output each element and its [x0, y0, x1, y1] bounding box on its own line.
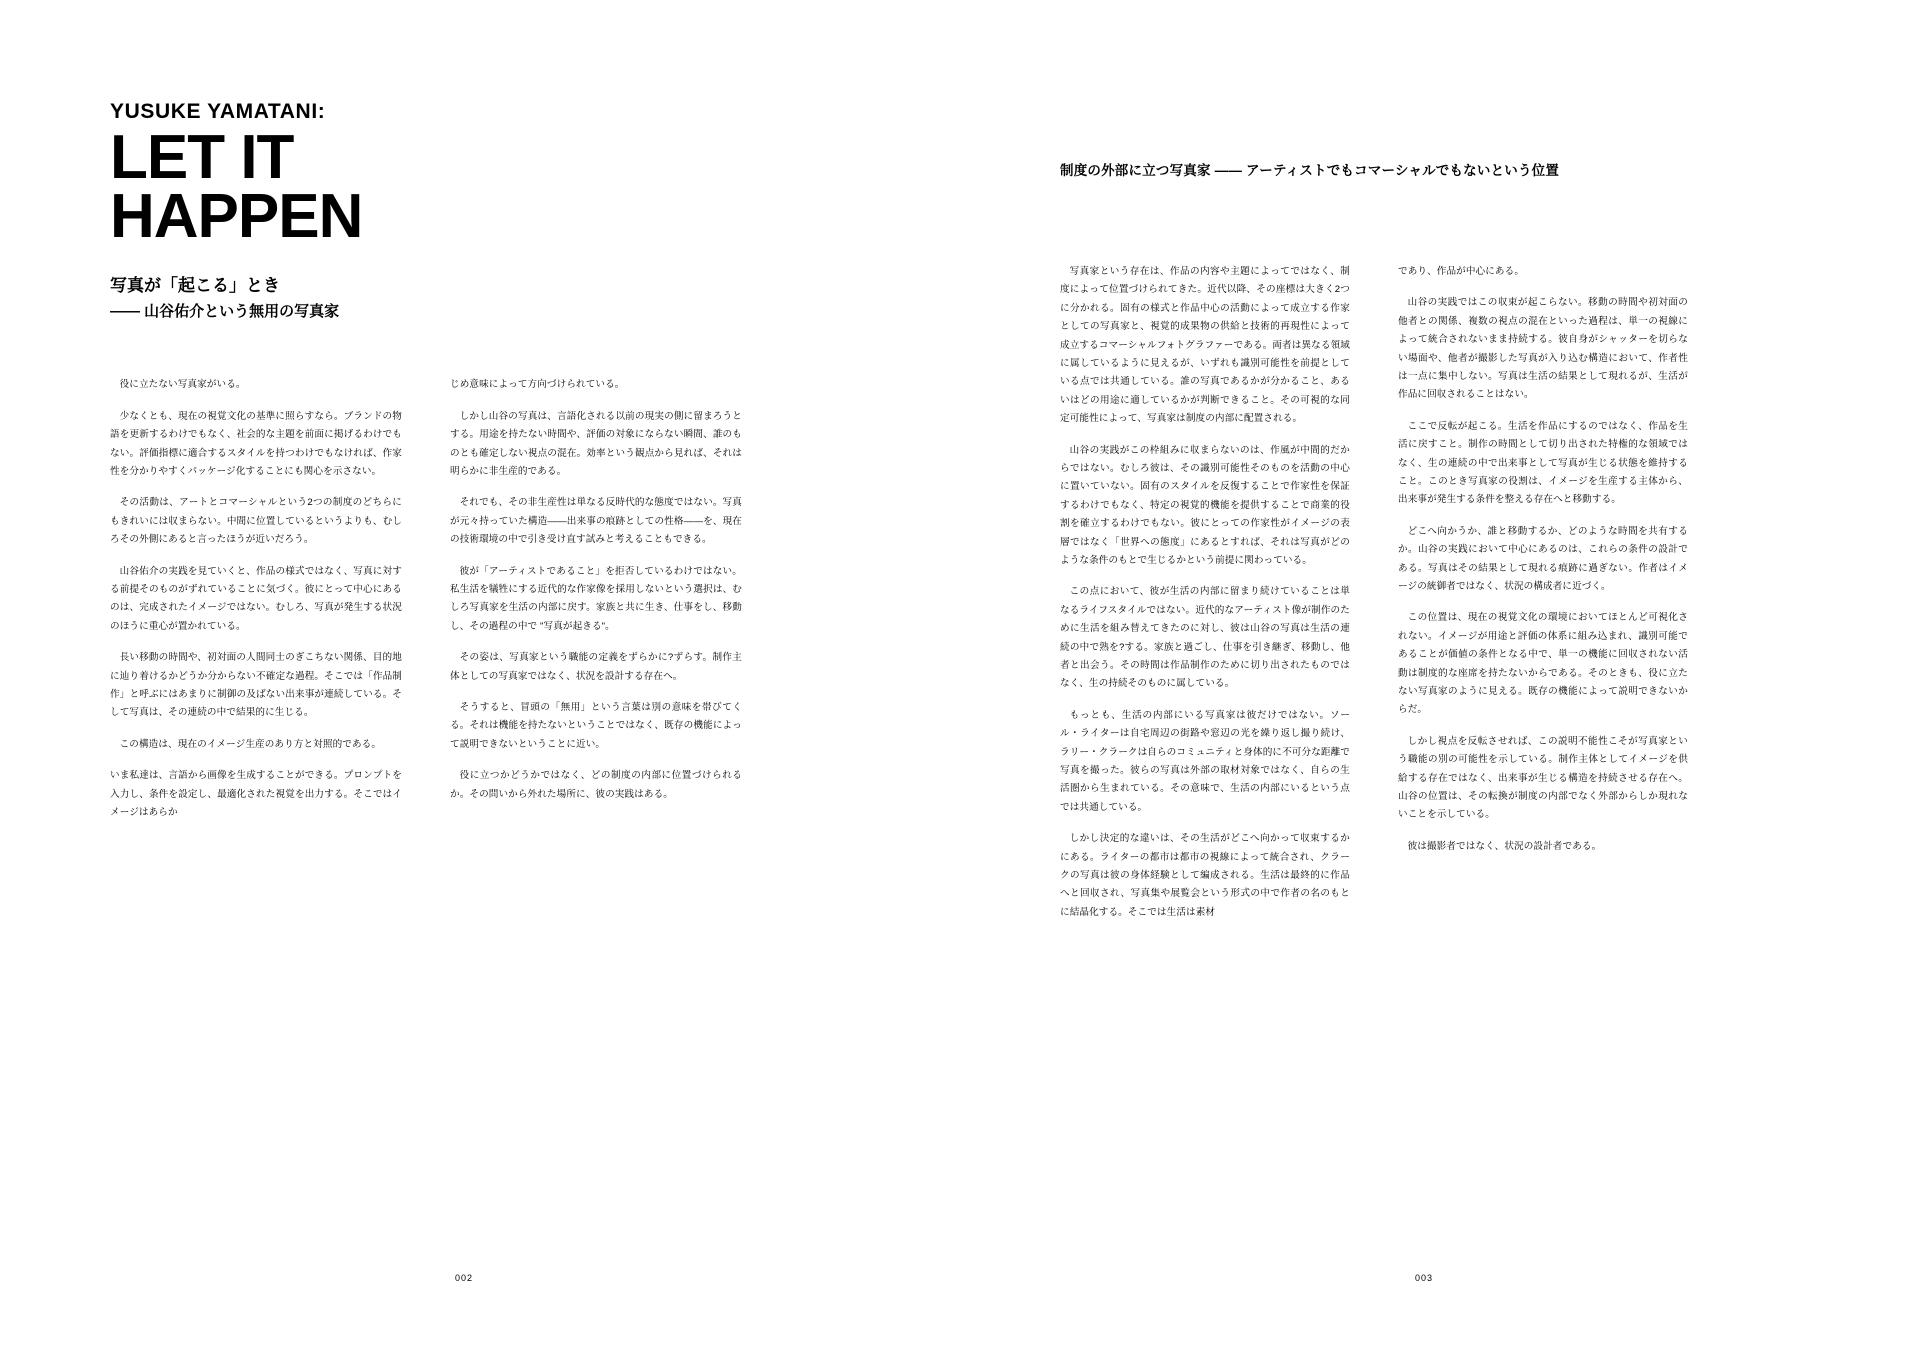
right-column-1: [1060, 263, 1350, 935]
paragraph: その活動は、アートとコマーシャルという2つの制度のどちらにもきれいには収まらない。中間に位置しているというよりも、むしろその外側にあると言ったほうが近いだろう。: [110, 497, 402, 546]
article-kicker: YUSUKE YAMATANI:: [110, 100, 326, 123]
paragraph: 長い移動の時間や、初対面の人間同士のぎこちない関係、目的地に辿り着けるかどうか分からない不確定な過程。そこでは「作品制作」と呼ぶにはあまりに制御の及ばない出来事が連続している。そして写真は、その連続の中で結果的に生じる。: [110, 652, 402, 719]
paragraph: この位置は、現在の視覚文化の環境においてほとんど可視化されない。イメージが用途と評価の体系に組み込まれ、識別可能であることが価値の条件となる中で、単一の機能に回収されない活動は制度的な座席を持たないからである。そのときも、役に立たない写真家のように見える。既存の機能によって説明できないからだ。: [1398, 612, 1688, 716]
paragraph: 彼は撮影者ではなく、状況の設計者である。: [1407, 840, 1602, 852]
paragraph: 山谷の実践ではこの収束が起こらない。移動の時間や初対面の他者との関係、複数の視点の混在といった過程は、単一の視線によって統合されないまま持続する。彼自身がシャッターを切らない場面や、他者が撮影した写真が入り込む構造において、作者性は一点に集中しない。写真は生活の結果として現れるが、生活が作品に回収されることはない。: [1398, 297, 1688, 401]
paragraph: であり、作品が中心にある。: [1398, 265, 1525, 277]
paragraph: しかし決定的な違いは、その生活がどこへ向かって収束するかにある。ライターの都市は都市の視線によって統合され、クラークの写真は彼の身体経験として編成される。生活は最終的に作品へと回収され、写真集や展覧会という形式の中で作者の名のもとに結晶化する。そこでは生活は素材: [1060, 833, 1350, 918]
paragraph: 役に立つかどうかではなく、どの制度の内部に位置づけられるか。その問いから外れた場所に、彼の実践はある。: [450, 770, 742, 800]
article-subtitle: 写真が「起こる」とき: [110, 275, 280, 295]
paragraph: 山谷佑介の実践を見ていくと、作品の様式ではなく、写真に対する前提そのものがずれていることに気づく。彼にとって中心にあるのは、完成されたイメージではない。むしろ、写真が発生する状況のほうに重心が置かれている。: [110, 565, 402, 632]
paragraph: ここで反転が起こる。生活を作品にするのではなく、作品を生活に戻すこと。制作の時間として切り出された特権的な領域ではなく、生の連続の中で出来事として写真が生じる状態を維持すること。このとき写真家の役割は、イメージを生産する主体から、出来事が発生する条件を整える存在へと移動する。: [1398, 420, 1688, 506]
paragraph: しかし山谷の写真は、言語化される以前の現実の側に留まろうとする。用途を持たない時間や、評価の対象にならない瞬間、誰のものとも確定しない視点の混在。効率という観点から見れば、それは明らかに非生産的である。: [450, 410, 742, 477]
paragraph: どこへ向かうか、誰と移動するか、どのような時間を共有するか。山谷の実践において中心にあるのは、これらの条件の設計である。写真はその結果として現れる痕跡に過ぎない。作者はイメージの統御者ではなく、状況の構成者に近づく。: [1398, 525, 1688, 592]
paragraph: それでも、その非生産性は単なる反時代的な態度ではない。写真が元々持っていた構造——出来事の痕跡としての性格——を、現在の技術環境の中で引き受け直す試みと考えることもできる。: [450, 497, 742, 546]
paragraph: 写真家という存在は、作品の内容や主題によってではなく、制度によって位置づけられてきた。近代以降、その座標は大きく2つに分かれる。固有の様式と作品中心の活動によって成立する作家としての写真家と、視覚的成果物の供給と技術的再現性によって成立するコマーシャルフォトグラファーである。両者は異なる領域に属しているように見えるが、いずれも識別可能性を前提としている点では共通している。誰の写真であるかが分かること、あるいはどの用途に適しているかが判断できること。その可視的な同定可能性によって、写真家は制度の内部に配置される。: [1060, 265, 1350, 425]
section-heading: 制度の外部に立つ写真家 —— アーティストでもコマーシャルでもないという位置: [1060, 163, 1560, 178]
article-subtitle-secondary: —— 山谷佑介という無用の写真家: [110, 303, 340, 321]
paragraph: この構造は、現在のイメージ生産のあり方と対照的である。: [119, 738, 382, 750]
left-page-columns: [110, 376, 850, 835]
paragraph: この点において、彼が生活の内部に留まり続けていることは単なるライフスタイルではない。近代的なアーティスト像が制作のために生活を組み替えてきたのに対し、彼は山谷の写真は生活の連続の中で熟を?する。家族と過ごし、仕事を引き継ぎ、移動し、他者と出会う。その時間は作品制作のために切り出されたものではなく、生の持続そのものに属している。: [1060, 586, 1350, 690]
page-number-left: 002: [455, 1273, 474, 1283]
paragraph: 山谷の実践がこの枠組みに収まらないのは、作風が中間的だからではない。むしろ彼は、その識別可能性そのものを活動の中心に置いていない。固有のスタイルを反復することで作家性を保証するわけでもなく、特定の視覚的機能を提供することで商業的役割を確立するわけでもない。彼にとっての作家性がイメージの表層ではなく「世界への態度」にあるとすれば、それは写真がどのような条件のもとで生じるかという前提に関わっている。: [1060, 444, 1350, 566]
paragraph: 少なくとも、現在の視覚文化の基準に照らすなら。ブランドの物語を更新するわけでもなく、社会的な主題を前面に掲げるわけでもない。評価指標に適合するスタイルを持つわけでもなければ、作家性を分かりやすくパッケージ化することにも関心を示さない。: [110, 410, 402, 477]
paragraph: 役に立たない写真家がいる。: [119, 379, 246, 391]
right-page-columns: [1060, 263, 1810, 935]
left-column-1: [110, 376, 402, 835]
title-line-2: HAPPEN: [110, 181, 363, 251]
page-number-right: 003: [1415, 1273, 1434, 1283]
left-column-2: [450, 376, 742, 835]
right-page: [960, 0, 1920, 1357]
paragraph: その姿は、写真家という職能の定義をずらかに?ずらす。制作主体としての写真家ではなく、状況を設計する存在へ。: [450, 652, 742, 682]
paragraph: そうすると、冒頭の「無用」という言葉は別の意味を帯びてくる。それは機能を持たないということではなく、既存の機能によって説明できないということに近い。: [450, 702, 742, 750]
paragraph: じめ意味によって方向づけられている。: [450, 379, 625, 391]
paragraph: もっとも、生活の内部にいる写真家は彼だけではない。ソール・ライターは自宅周辺の街路や窓辺の光を繰り返し撮り続け、ラリー・クラークは自らのコミュニティと身体的に不可分な距離で写真を撮った。彼らの写真は外部の取材対象ではなく、自らの生活圏から生まれている。その意味で、生活の内部にいるという点では共通している。: [1060, 709, 1350, 813]
paragraph: しかし視点を反転させれば、この説明不能性こそが写真家という職能の別の可能性を示している。制作主体としてイメージを供給する存在ではなく、出来事が生じる構造を持続させる存在へ。山谷の位置は、その転換が制度の内部でなく外部からしか現れないことを示している。: [1398, 735, 1688, 821]
paragraph: いま私達は、言語から画像を生成することができる。プロンプトを入力し、条件を設定し、最適化された視覚を出力する。そこではイメージはあらか: [110, 770, 402, 819]
page-title: [110, 123, 850, 251]
right-column-2: [1398, 263, 1688, 935]
paragraph: 彼が「アーティストであること」を拒否しているわけではない。私生活を犠牲にする近代的な作家像を採用しないという選択は、むしろ写真家を生活の内部に戻す。家族と共に生き、仕事をし、移動し、その過程の中で "写真が起きる"。: [450, 565, 742, 632]
title-line-1: LET IT: [110, 123, 294, 193]
